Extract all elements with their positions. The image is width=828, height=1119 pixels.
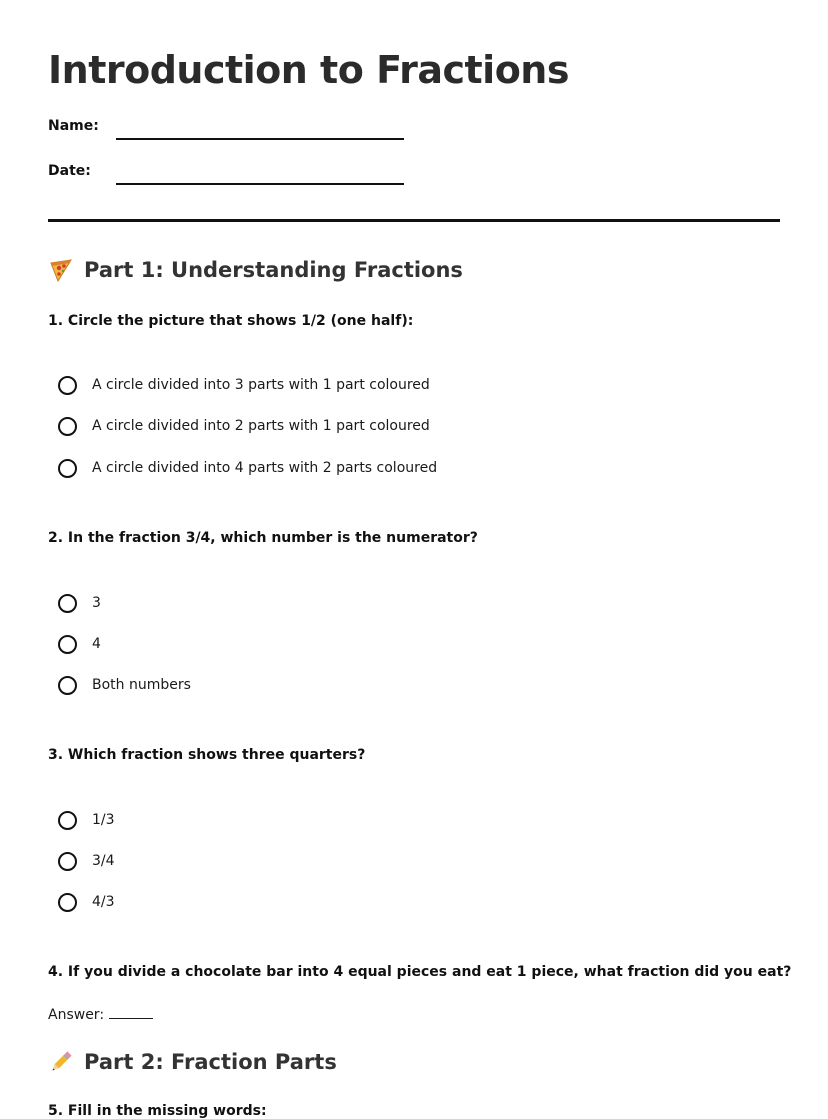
option-label: 3 [92, 595, 101, 611]
name-blank-line[interactable] [116, 138, 404, 140]
option-label: 4 [92, 636, 101, 652]
q3-option-3[interactable] [58, 890, 115, 914]
radio-button[interactable] [58, 594, 77, 613]
question-5: 5. Fill in the missing words: [48, 1103, 267, 1119]
answer-blank-line[interactable] [109, 1004, 153, 1019]
option-label: A circle divided into 3 parts with 1 part coloured [92, 377, 430, 393]
radio-button[interactable] [58, 376, 77, 395]
option-label: Both numbers [92, 677, 191, 693]
question-4: 4. If you divide a chocolate bar into 4 equal pieces and eat 1 piece, what fraction did you eat? [48, 964, 792, 980]
part2-heading [48, 1049, 337, 1075]
question-3: 3. Which fraction shows three quarters? [48, 747, 366, 763]
pizza-icon [48, 257, 74, 283]
page-title: Introduction to Fractions [48, 48, 569, 92]
radio-button[interactable] [58, 635, 77, 654]
radio-button[interactable] [58, 459, 77, 478]
part1-heading-text: Part 1: Understanding Fractions [84, 258, 463, 282]
q1-option-1[interactable] [58, 373, 430, 397]
q1-option-2[interactable] [58, 414, 430, 438]
option-label: A circle divided into 2 parts with 1 part coloured [92, 418, 430, 434]
part2-heading-text: Part 2: Fraction Parts [84, 1050, 337, 1074]
option-label: 4/3 [92, 894, 115, 910]
radio-button[interactable] [58, 676, 77, 695]
name-label: Name: [48, 118, 99, 134]
q3-option-2[interactable] [58, 849, 115, 873]
date-label: Date: [48, 163, 91, 179]
option-label: A circle divided into 4 parts with 2 parts coloured [92, 460, 438, 476]
date-blank-line[interactable] [116, 183, 404, 185]
question-1: 1. Circle the picture that shows 1/2 (one half): [48, 313, 414, 329]
question-2: 2. In the fraction 3/4, which number is the numerator? [48, 530, 478, 546]
radio-button[interactable] [58, 893, 77, 912]
q2-option-3[interactable] [58, 673, 191, 697]
header-divider [48, 219, 780, 222]
option-label: 1/3 [92, 812, 115, 828]
name-field[interactable] [48, 118, 448, 144]
part1-heading [48, 257, 463, 283]
q2-option-1[interactable] [58, 591, 101, 615]
radio-button[interactable] [58, 417, 77, 436]
pencil-icon [48, 1049, 74, 1075]
q2-option-2[interactable] [58, 632, 101, 656]
radio-button[interactable] [58, 852, 77, 871]
q1-option-3[interactable] [58, 456, 437, 480]
date-field[interactable] [48, 163, 448, 189]
q4-answer[interactable] [48, 1004, 153, 1023]
option-label: 3/4 [92, 853, 115, 869]
answer-label: Answer: [48, 1007, 105, 1023]
q3-option-1[interactable] [58, 808, 115, 832]
radio-button[interactable] [58, 811, 77, 830]
